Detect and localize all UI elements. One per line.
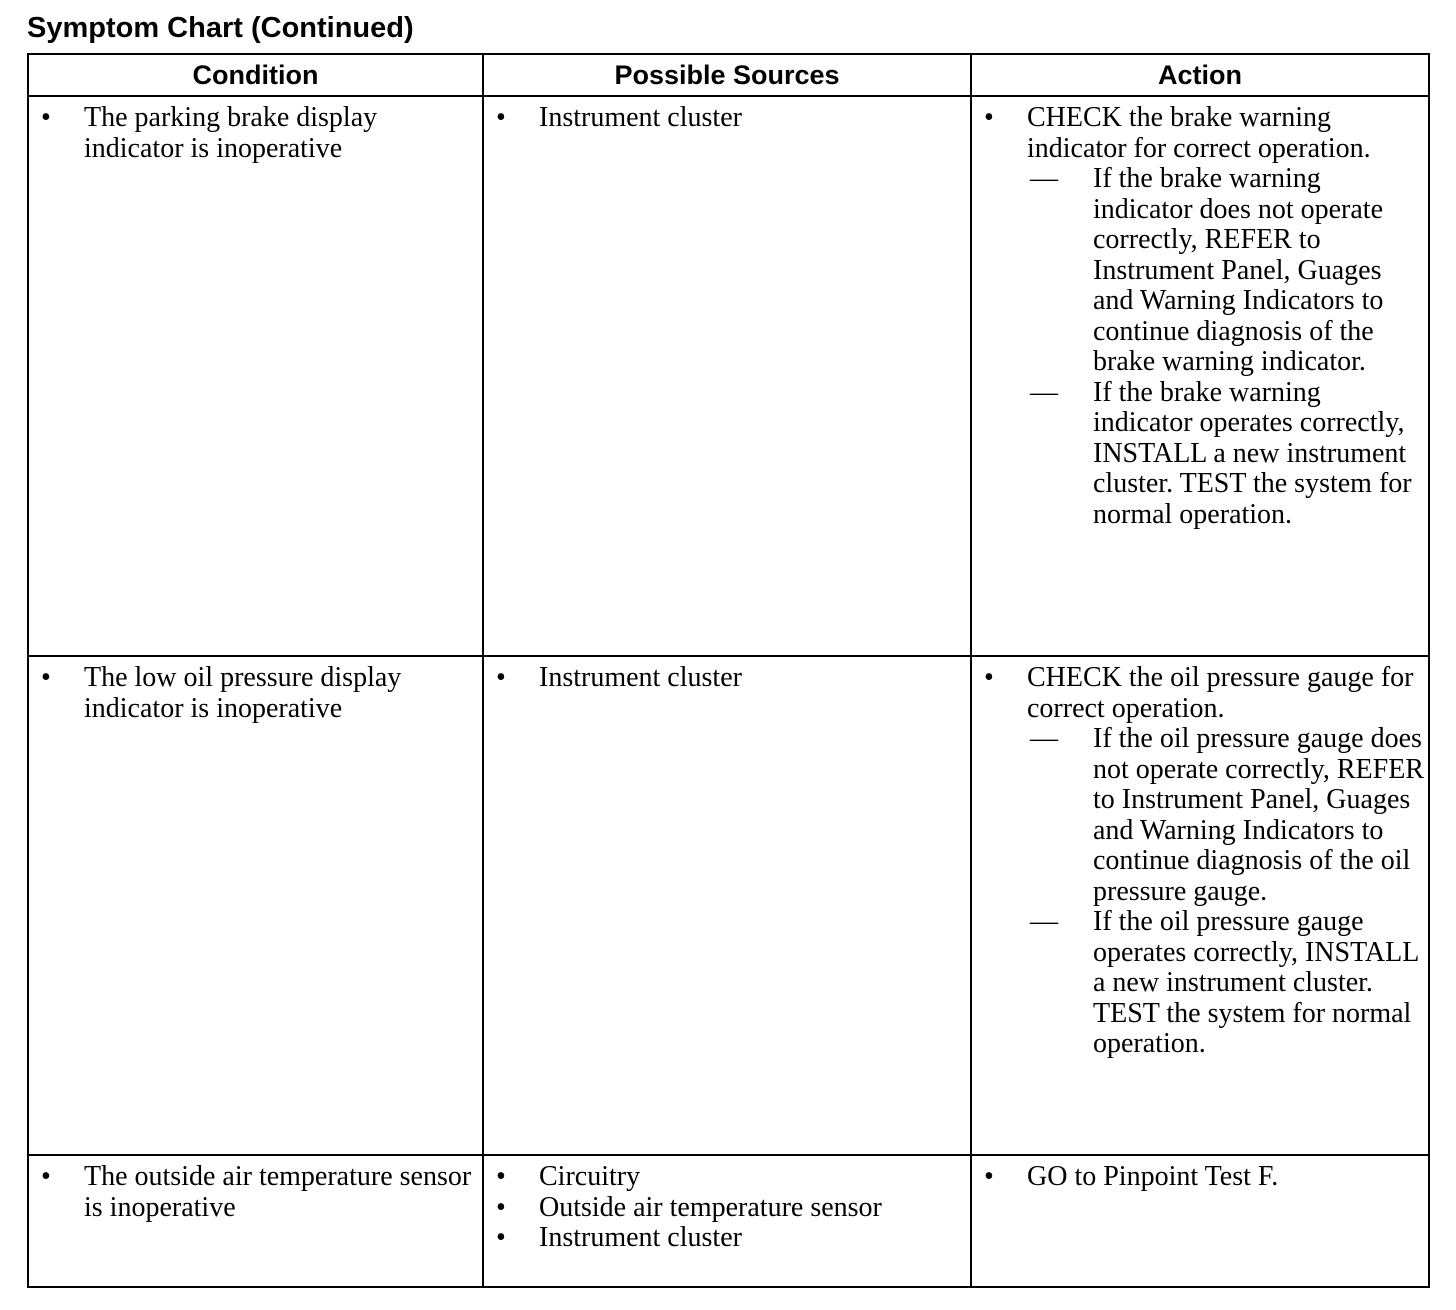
action-text: CHECK the brake warning indicator for correct operation.	[1027, 102, 1371, 164]
table-row	[28, 1155, 1429, 1287]
source-item: • Circuitry	[484, 1162, 966, 1193]
action-item	[972, 103, 1424, 530]
source-item: • Outside air temperature sensor	[484, 1193, 966, 1224]
action-subitem: — If the oil pressure gauge does not operate correctly, REFER to Instrument Panel, Guages and Warning Indicators to continue diagnosis of the oil pressure gauge.	[1027, 724, 1424, 907]
symptom-chart-table	[27, 53, 1430, 1288]
sources-cell	[483, 96, 971, 656]
action-text: CHECK the oil pressure gauge for correct operation.	[1027, 662, 1414, 724]
action-cell	[971, 1155, 1429, 1287]
header-row	[28, 54, 1429, 96]
action-item	[972, 1162, 1424, 1193]
condition-text: • The low oil pressure display indicator is inoperative	[29, 663, 478, 724]
table-row	[28, 96, 1429, 656]
source-item: • Instrument cluster	[484, 103, 966, 134]
header-condition: Condition	[28, 54, 483, 96]
page-title: Symptom Chart (Continued)	[27, 12, 414, 44]
table-row	[28, 656, 1429, 1155]
condition-cell	[28, 96, 483, 656]
action-text: GO to Pinpoint Test F.	[1027, 1161, 1279, 1192]
header-possible-sources: Possible Sources	[483, 54, 971, 96]
sources-cell	[483, 656, 971, 1155]
action-subitem: — If the oil pressure gauge operates correctly, INSTALL a new instrument cluster. TEST the system for normal operation.	[1027, 907, 1424, 1060]
header-action: Action	[971, 54, 1429, 96]
action-subitem: — If the brake warning indicator operates correctly, INSTALL a new instrument cluster. TEST the system for normal operation.	[1027, 378, 1424, 531]
condition-text: • The parking brake display indicator is inoperative	[29, 103, 478, 164]
source-item: • Instrument cluster	[484, 663, 966, 694]
source-item: • Instrument cluster	[484, 1223, 966, 1254]
condition-text: • The outside air temperature sensor is inoperative	[29, 1162, 478, 1223]
sources-cell	[483, 1155, 971, 1287]
condition-cell	[28, 656, 483, 1155]
condition-cell	[28, 1155, 483, 1287]
action-cell	[971, 96, 1429, 656]
action-cell	[971, 656, 1429, 1155]
action-item	[972, 663, 1424, 1060]
action-subitem: — If the brake warning indicator does not operate correctly, REFER to Instrument Panel, Guages and Warning Indicators to continue diagnosis of the brake warning indicator.	[1027, 164, 1424, 378]
